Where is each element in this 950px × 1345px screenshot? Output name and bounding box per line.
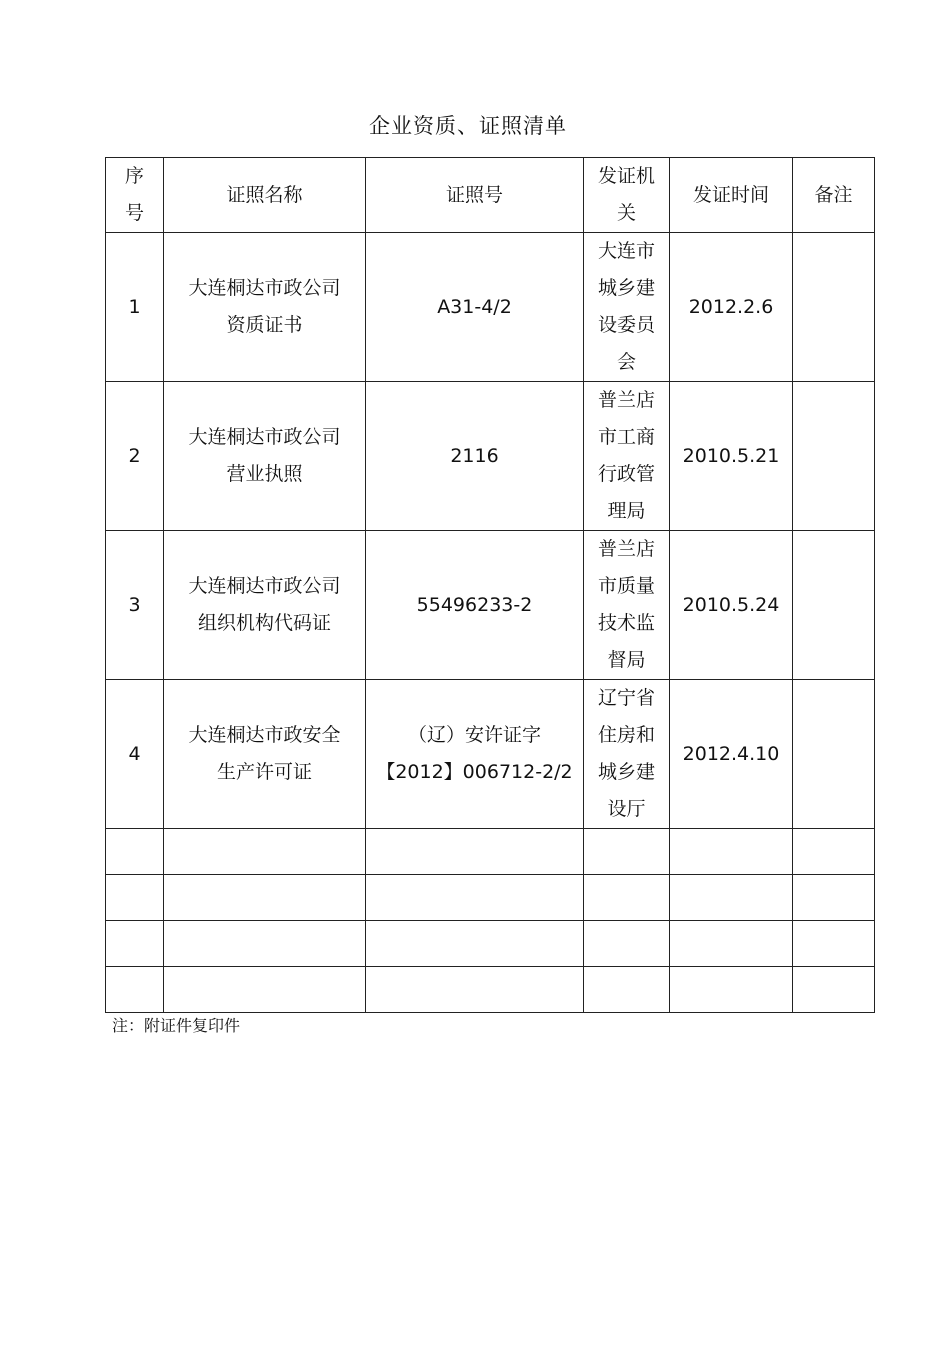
cell-issuer-line: 住房和 xyxy=(597,724,655,746)
empty-cell xyxy=(106,875,164,921)
header-seq xyxy=(106,158,164,233)
table-row xyxy=(106,382,875,531)
empty-table-row xyxy=(106,875,875,921)
cell-issuer-line: 市工商 xyxy=(597,426,655,448)
cell-issuer xyxy=(584,531,670,680)
cell-issuer-line: 行政管 xyxy=(597,463,655,485)
cell-name-line: 大连桐达市政公司 xyxy=(188,426,341,448)
empty-cell xyxy=(164,967,366,1013)
cell-seq: 4 xyxy=(106,680,164,829)
footnote: 注：附证件复印件 xyxy=(112,1016,241,1035)
cell-issuer xyxy=(584,680,670,829)
cell-name-line: 大连桐达市政公司 xyxy=(188,277,341,299)
cell-seq: 3 xyxy=(106,531,164,680)
cell-issuer-line: 理局 xyxy=(607,500,646,522)
cell-issuer-line: 会 xyxy=(616,351,636,373)
cell-date: 2010.5.21 xyxy=(670,382,793,531)
header-name: 证照名称 xyxy=(164,158,366,233)
cell-name-line: 大连桐达市政安全 xyxy=(188,724,341,746)
cell-remark xyxy=(793,531,875,680)
cell-issuer-line: 辽宁省 xyxy=(597,687,655,709)
empty-cell xyxy=(670,967,793,1013)
cell-seq: 1 xyxy=(106,233,164,382)
empty-cell xyxy=(793,829,875,875)
cell-seq: 2 xyxy=(106,382,164,531)
empty-cell xyxy=(366,875,584,921)
empty-cell xyxy=(670,875,793,921)
empty-cell xyxy=(366,921,584,967)
cell-issuer-line: 普兰店 xyxy=(597,538,655,560)
cell-issuer xyxy=(584,382,670,531)
empty-cell xyxy=(366,967,584,1013)
cell-number xyxy=(366,531,584,680)
table-row xyxy=(106,531,875,680)
cell-number-line: A31-4/2 xyxy=(437,295,512,318)
cell-name-line: 资质证书 xyxy=(226,314,303,336)
cell-name xyxy=(164,531,366,680)
cell-issuer xyxy=(584,233,670,382)
empty-cell xyxy=(366,829,584,875)
header-number: 证照号 xyxy=(366,158,584,233)
document-title: 企业资质、证照清单 xyxy=(369,114,567,138)
cell-name-line: 营业执照 xyxy=(226,463,303,485)
empty-cell xyxy=(670,921,793,967)
table-row xyxy=(106,233,875,382)
cell-issuer-line: 普兰店 xyxy=(597,389,655,411)
empty-cell xyxy=(106,921,164,967)
cell-date: 2012.4.10 xyxy=(670,680,793,829)
cell-name xyxy=(164,382,366,531)
empty-cell xyxy=(584,967,670,1013)
header-date: 发证时间 xyxy=(670,158,793,233)
cell-number xyxy=(366,233,584,382)
header-issuer-line: 关 xyxy=(616,202,636,224)
cell-date: 2012.2.6 xyxy=(670,233,793,382)
header-issuer xyxy=(584,158,670,233)
cell-remark xyxy=(793,680,875,829)
cell-name xyxy=(164,680,366,829)
header-seq-line: 序 xyxy=(124,165,144,187)
empty-cell xyxy=(793,967,875,1013)
empty-cell xyxy=(793,921,875,967)
cell-name-line: 大连桐达市政公司 xyxy=(188,575,341,597)
table-row xyxy=(106,680,875,829)
empty-cell xyxy=(584,921,670,967)
cell-issuer-line: 城乡建 xyxy=(597,277,655,299)
certificate-table xyxy=(105,157,875,1013)
cell-issuer-line: 市质量 xyxy=(597,575,655,597)
empty-cell xyxy=(793,875,875,921)
empty-cell xyxy=(670,829,793,875)
cell-issuer-line: 大连市 xyxy=(597,240,655,262)
cell-number-line: （辽）安许证字 xyxy=(407,724,541,746)
cell-name xyxy=(164,233,366,382)
empty-cell xyxy=(106,967,164,1013)
cell-date: 2010.5.24 xyxy=(670,531,793,680)
empty-cell xyxy=(584,875,670,921)
cell-number-line: 55496233-2 xyxy=(416,593,533,616)
cell-issuer-line: 设委员 xyxy=(597,314,655,336)
empty-table-row xyxy=(106,829,875,875)
empty-cell xyxy=(164,829,366,875)
cell-number-line: 2116 xyxy=(450,444,499,467)
cell-number-line: 【2012】006712-2/2 xyxy=(376,761,573,783)
empty-cell xyxy=(106,829,164,875)
cell-issuer-line: 城乡建 xyxy=(597,761,655,783)
empty-table-row xyxy=(106,967,875,1013)
cell-issuer-line: 设厅 xyxy=(607,798,646,820)
header-issuer-line: 发证机 xyxy=(597,165,655,187)
header-seq-line: 号 xyxy=(124,202,144,224)
empty-cell xyxy=(164,875,366,921)
cell-name-line: 生产许可证 xyxy=(216,761,312,783)
cell-remark xyxy=(793,233,875,382)
cell-number xyxy=(366,680,584,829)
empty-cell xyxy=(584,829,670,875)
cell-number xyxy=(366,382,584,531)
empty-cell xyxy=(164,921,366,967)
empty-table-row xyxy=(106,921,875,967)
table-header-row xyxy=(106,158,875,233)
cell-name-line: 组织机构代码证 xyxy=(197,612,331,634)
cell-issuer-line: 技术监 xyxy=(597,612,655,634)
header-remark: 备注 xyxy=(793,158,875,233)
cell-issuer-line: 督局 xyxy=(607,649,646,671)
cell-remark xyxy=(793,382,875,531)
